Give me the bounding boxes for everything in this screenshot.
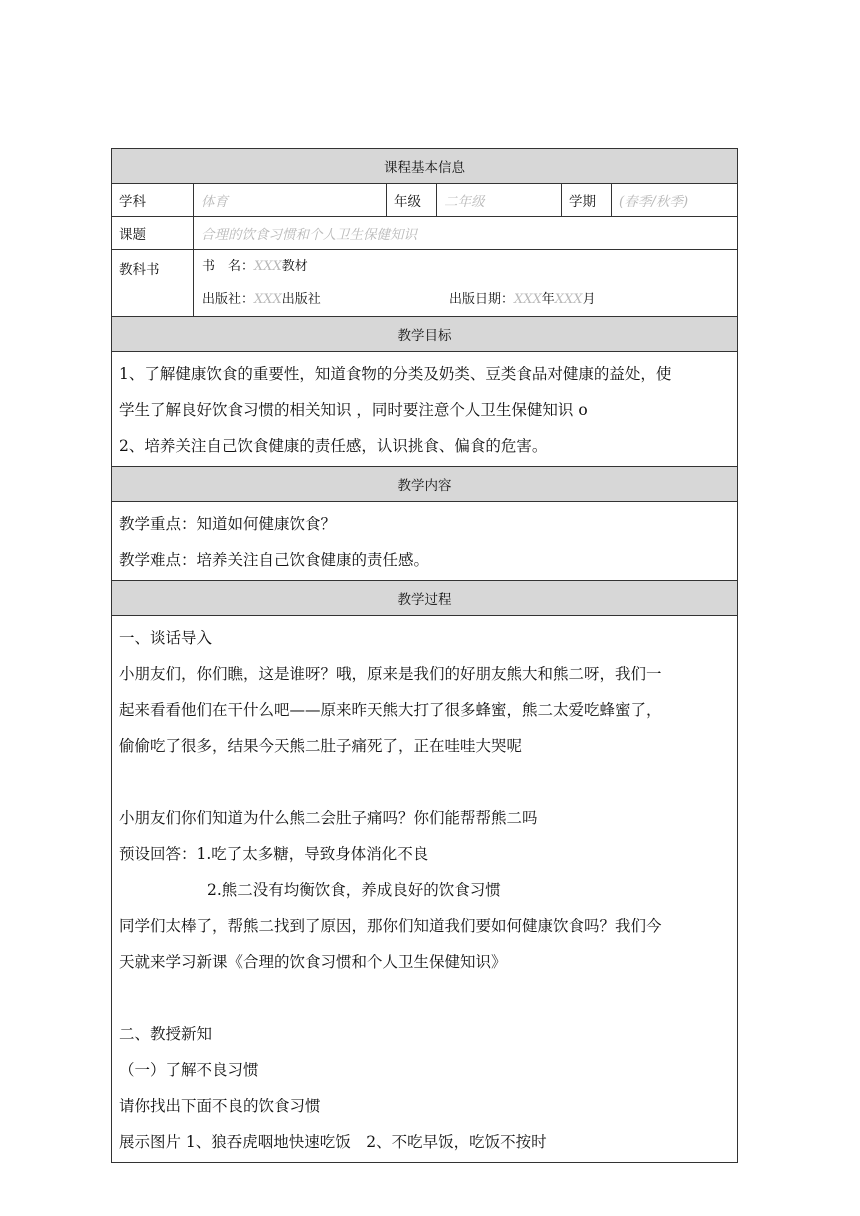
content-header: 教学内容 (112, 467, 738, 502)
grade-value: 二年级 (437, 184, 562, 217)
content-body (112, 502, 738, 581)
process-line: 二、教授新知 (119, 1025, 213, 1043)
process-body (112, 616, 738, 1163)
blank-line (119, 980, 730, 1016)
textbook-info (194, 250, 738, 317)
process-line: 小朋友们你们知道为什么熊二会肚子痛吗？你们能帮帮熊二吗 (119, 809, 538, 827)
process-line: 请你找出下面不良的饮食习惯 (119, 1097, 321, 1115)
key-point: 教学重点：知道如何健康饮食？ (119, 515, 337, 533)
process-line: 展示图片 1、狼吞虎咽地快速吃饭 2、不吃早饭，吃饭不按时 (119, 1133, 547, 1151)
goal-line: 学生了解良好饮食习惯的相关知识 ，同时要注意个人卫生保健知识 o (119, 401, 588, 419)
process-line: 起来看看他们在干什么吧——原来昨天熊大打了很多蜂蜜，熊二太爱吃蜂蜜了， (119, 701, 662, 719)
goals-header: 教学目标 (112, 317, 738, 352)
lesson-plan-table (111, 148, 738, 1163)
process-line: 偷偷吃了很多，结果今天熊二肚子痛死了，正在哇哇大哭呢 (119, 737, 523, 755)
pubdate-month: 月 (582, 292, 596, 307)
lesson-plan-document (111, 148, 737, 1163)
goals-body (112, 352, 738, 467)
topic-label: 课题 (112, 217, 194, 250)
process-line: 预设回答：1.吃了太多糖，导致身体消化不良 (119, 845, 429, 863)
blank-line (119, 764, 730, 800)
process-line: 天就来学习新课《合理的饮食习惯和个人卫生保健知识》 (119, 953, 507, 971)
book-name-placeholder: XXX (254, 259, 282, 274)
term-label: 学期 (562, 184, 612, 217)
pubdate-month-placeholder: XXX (554, 292, 583, 307)
publisher-row (194, 283, 737, 316)
pubdate (449, 283, 596, 316)
pubdate-label: 出版日期： (449, 292, 515, 307)
subject-label: 学科 (112, 184, 194, 217)
book-name-label: 书 名： (202, 259, 255, 274)
process-line: 同学们太棒了，帮熊二找到了原因，那你们知道我们要如何健康饮食吗？我们今 (119, 917, 662, 935)
difficult-point: 教学难点：培养关注自己饮食健康的责任感。 (119, 551, 430, 569)
subject-value: 体育 (194, 184, 387, 217)
pubdate-year: 年 (541, 292, 555, 307)
grade-label: 年级 (387, 184, 437, 217)
goal-line: 1、了解健康饮食的重要性，知道食物的分类及奶类、豆类食品对健康的益处，使 (119, 365, 672, 383)
process-line: （一）了解不良习惯 (119, 1061, 259, 1079)
topic-value: 合理的饮食习惯和个人卫生保健知识 (194, 217, 738, 250)
process-header: 教学过程 (112, 581, 738, 616)
book-name-row (194, 250, 737, 283)
publisher-suffix: 出版社 (281, 292, 321, 307)
basic-info-header: 课程基本信息 (112, 149, 738, 184)
process-line: 小朋友们，你们瞧，这是谁呀？哦，原来是我们的好朋友熊大和熊二呀，我们一 (119, 665, 662, 683)
publisher-label: 出版社： (202, 292, 255, 307)
term-value: (春季/秋季) (612, 184, 738, 217)
goal-line: 2、培养关注自己饮食健康的责任感，认识挑食、偏食的危害。 (119, 437, 548, 455)
textbook-label: 教科书 (112, 250, 194, 317)
pubdate-year-placeholder: XXX (514, 292, 542, 307)
process-line: 2.熊二没有均衡饮食，养成良好的饮食习惯 (207, 881, 501, 899)
publisher-placeholder: XXX (254, 292, 282, 307)
book-name-suffix: 教材 (281, 259, 308, 274)
process-line: 一、谈话导入 (119, 629, 213, 647)
